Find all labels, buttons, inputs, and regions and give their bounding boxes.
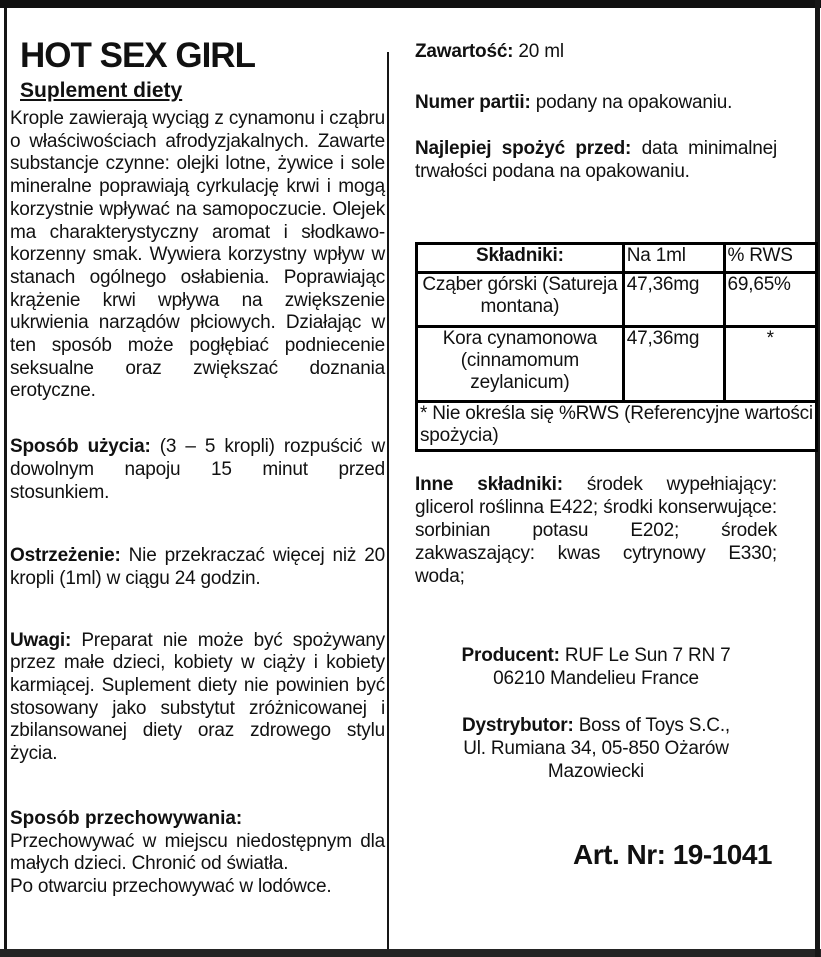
right-column xyxy=(415,36,818,871)
header-skladniki: Składniki: xyxy=(417,244,624,273)
distributor-line1: Boss of Toys S.C., xyxy=(578,715,730,736)
producer-line2: 06210 Mandelieu France xyxy=(493,668,699,689)
ingredient-rws: * xyxy=(724,327,816,402)
description-text: Krople zawierają wyciąg z cynamonu i cząbru o właściwościach afrodyzjakalnych. Zawarte substancje czynne: olejki lotne, żywice i sole mineralne poprawiają cyrkulację krwi i mogą korzystnie wpływać na samopoczucie. Olejek ma charakterystyczny aromat i słodkawo-korzenny smak. Wywiera korzystny wpływ w stanach ogólnego osłabienia. Poprawiając krążenie krwi wpływa na zwiększenie ukrwienia narządów płciowych. Działając w ten sposób może pogłębiać podniecenie seksualne oraz zwiększać doznania erotyczne. xyxy=(10,108,385,402)
other-ingredients-label: Inne składniki: xyxy=(415,474,563,495)
notes-paragraph xyxy=(10,630,385,766)
distributor-line3: Mazowiecki xyxy=(547,761,645,782)
producer-block xyxy=(415,644,777,690)
notes-label: Uwagi: xyxy=(10,629,72,651)
ingredient-rws: 69,65% xyxy=(724,273,816,327)
header-rws: % RWS xyxy=(724,244,816,273)
column-divider xyxy=(387,52,389,949)
product-title: HOT SEX GIRL xyxy=(20,36,255,75)
description-paragraph xyxy=(10,108,385,403)
frame-left-border xyxy=(4,8,7,949)
table-row xyxy=(417,327,817,402)
notes-text: Preparat nie może być spożywany przez małe dzieci, kobiety w ciąży i kobiety karmiącej. Suplement diety nie powinien być stosowany jako substytut zróżnicowanej i zbilansowanej diety oraz zdrowego stylu życia. xyxy=(10,629,385,765)
article-number: Art. Nr: 19-1041 xyxy=(573,839,772,870)
table-footnote: * Nie określa się %RWS (Referencyjne wartości spożycia) xyxy=(417,402,817,451)
best-before-label: Najlepiej spożyć przed: xyxy=(415,138,632,159)
frame-top-border xyxy=(0,0,821,8)
ingredient-name: Cząber górski (Satureja montana) xyxy=(417,273,624,327)
batch-label: Numer partii: xyxy=(415,92,531,113)
storage-label: Sposób przechowywania: xyxy=(10,807,243,829)
other-ingredients-text: środek wypełniający: glicerol roślinna E422; środki konserwujące: sorbinian potasu E202; środek zakwaszający: kwas cytrynowy E330; woda; xyxy=(415,474,777,587)
table-row xyxy=(417,273,817,327)
ingredient-name: Kora cynamonowa (cinnamomum zeylanicum) xyxy=(417,327,624,402)
table-header-row xyxy=(417,244,817,273)
distributor-block xyxy=(415,714,777,783)
storage-text-2: Po otwarciu przechowywać w lodówce. xyxy=(10,875,332,897)
usage-text: (3 – 5 kropli) rozpuścić w dowolnym napoju 15 minut przed stosunkiem. xyxy=(10,436,385,503)
batch-value: podany na opakowaniu. xyxy=(535,92,733,113)
batch-paragraph xyxy=(415,91,777,114)
warning-label: Ostrzeżenie: xyxy=(10,545,121,567)
best-before-paragraph xyxy=(415,137,777,183)
producer-label: Producent: xyxy=(461,645,560,666)
distributor-line2: Ul. Rumiana 34, 05-850 Ożarów xyxy=(463,738,729,759)
table-footnote-row xyxy=(417,402,817,451)
other-ingredients-paragraph xyxy=(415,473,777,588)
header-na-1ml: Na 1ml xyxy=(623,244,724,273)
warning-paragraph xyxy=(10,545,385,590)
producer-line1: RUF Le Sun 7 RN 7 xyxy=(564,645,731,666)
ingredients-table xyxy=(415,242,818,452)
usage-paragraph xyxy=(10,436,385,504)
ingredient-amount: 47,36mg xyxy=(623,327,724,402)
storage-section xyxy=(10,808,385,899)
frame-bottom-border xyxy=(0,949,821,957)
left-column xyxy=(10,36,385,899)
best-before-value: data minimalnej trwałości podana na opakowaniu. xyxy=(415,138,777,182)
content-paragraph xyxy=(415,40,777,63)
ingredient-amount: 47,36mg xyxy=(623,273,724,327)
distributor-label: Dystrybutor: xyxy=(462,715,574,736)
content-label: Zawartość: xyxy=(415,41,514,62)
warning-text: Nie przekraczać więcej niż 20 kropli (1ml) w ciągu 24 godzin. xyxy=(10,545,385,589)
product-subtitle: Suplement diety xyxy=(20,79,183,102)
content-value: 20 ml xyxy=(518,41,564,62)
storage-text-1: Przechowywać w miejscu niedostępnym dla małych dzieci. Chronić od światła. xyxy=(10,830,385,875)
usage-label: Sposób użycia: xyxy=(10,436,151,458)
